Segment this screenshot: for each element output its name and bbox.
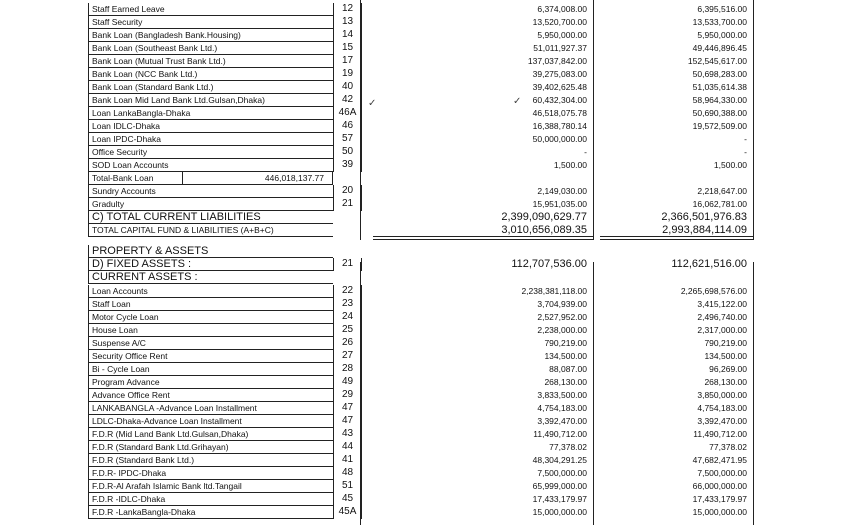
row-previous-value: 17,433,179.97: [692, 494, 747, 504]
row-previous-value: -: [744, 147, 747, 157]
row-previous-value: 152,545,617.00: [687, 56, 747, 66]
row-current-value: 60,432,304.00: [532, 95, 587, 105]
asset-row: [88, 311, 753, 324]
row-label: Bank Loan Mid Land Bank Ltd.Gulsan,Dhaka): [88, 94, 333, 107]
review-tick-mark: ✓: [513, 96, 522, 107]
asset-row: [88, 389, 753, 402]
row-note: 47: [333, 402, 362, 415]
row-current-value: 3,704,939.00: [537, 299, 587, 309]
row-note: 23: [333, 298, 362, 311]
row-current-value: 2,399,090,629.77: [501, 211, 587, 223]
asset-row: [88, 415, 753, 428]
fixed-assets-row: [88, 258, 753, 271]
row-label: LANKABANGLA -Advance Loan Installment: [88, 402, 333, 415]
row-current-value: 48,304,291.25: [532, 455, 587, 465]
row-previous-value: 2,366,501,976.83: [661, 211, 747, 223]
row-current-value: 6,374,008.00: [537, 4, 587, 14]
row-note: 47: [333, 415, 362, 428]
asset-row: [88, 376, 753, 389]
row-label: Staff Earned Leave: [88, 3, 333, 16]
row-current-value: 134,500.00: [544, 351, 587, 361]
row-previous-value: 6,395,516.00: [697, 4, 747, 14]
assets-heading-row: [88, 245, 753, 258]
row-note: 24: [333, 311, 362, 324]
row-current-value: 88,087.00: [549, 364, 587, 374]
row-current-value: 50,000,000.00: [532, 134, 587, 144]
row-label: Bank Loan (Bangladesh Bank.Housing): [88, 29, 333, 42]
liability-row: [88, 81, 753, 94]
row-label: F.D.R -IDLC-Dhaka: [88, 493, 333, 506]
row-previous-value: 50,698,283.00: [692, 69, 747, 79]
row-label: Loan IDLC-Dhaka: [88, 120, 333, 133]
asset-row: [88, 298, 753, 311]
column-rule: [360, 0, 361, 240]
row-label: Staff Security: [88, 16, 333, 29]
row-label: Bank Loan (Mutual Trust Bank Ltd.): [88, 55, 333, 68]
row-label: F.D.R (Standard Bank Ltd.Grihayan): [88, 441, 333, 454]
liability-row: [88, 133, 753, 146]
row-previous-value: 19,572,509.00: [692, 121, 747, 131]
row-label: Security Office Rent: [88, 350, 333, 363]
row-label: SOD Loan Accounts: [88, 159, 333, 172]
asset-row: [88, 493, 753, 506]
liability-row: [88, 159, 753, 172]
row-previous-value: 7,500,000.00: [697, 468, 747, 478]
row-note: 46: [333, 120, 362, 133]
row-note: 40: [333, 81, 362, 94]
asset-row: [88, 350, 753, 363]
row-label: Bank Loan (NCC Bank Ltd.): [88, 68, 333, 81]
row-previous-value: 15,000,000.00: [692, 507, 747, 517]
row-current-value: 13,520,700.00: [532, 17, 587, 27]
total-bank-loan-row: [88, 172, 753, 185]
row-previous-value: 11,490,712.00: [693, 429, 747, 439]
row-current-value: 11,490,712.00: [533, 429, 587, 439]
row-label: Loan Accounts: [88, 285, 333, 298]
liability-row: [88, 55, 753, 68]
row-note: 12: [333, 3, 362, 16]
row-label: F.D.R-Al Arafah Islamic Bank ltd.Tangail: [88, 480, 333, 493]
row-label: Loan IPDC-Dhaka: [88, 133, 333, 146]
row-note: 14: [333, 29, 362, 42]
row-note: 41: [333, 454, 362, 467]
asset-row: [88, 337, 753, 350]
row-label: F.D.R -LankaBangla-Dhaka: [88, 506, 333, 519]
row-previous-value: 5,950,000.00: [697, 30, 747, 40]
row-previous-value: 2,317,000.00: [697, 325, 747, 335]
row-current-value: 790,219.00: [544, 338, 587, 348]
row-label: F.D.R (Mid Land Bank Ltd.Gulsan,Dhaka): [88, 428, 333, 441]
current-assets-heading: CURRENT ASSETS :: [88, 271, 333, 284]
review-tick-mark: ✓: [368, 98, 377, 109]
row-current-value: 3,833,500.00: [537, 390, 587, 400]
column-rule: [753, 262, 754, 525]
row-previous-value: -: [744, 134, 747, 144]
row-current-value: 65,999,000.00: [532, 481, 587, 491]
row-current-value: 51,011,927.37: [533, 43, 587, 53]
row-note: 22: [333, 285, 362, 298]
liability-row: [88, 198, 753, 211]
asset-row: [88, 324, 753, 337]
row-previous-value: 2,218,647.00: [697, 186, 747, 196]
row-label: House Loan: [88, 324, 333, 337]
row-current-value: 3,392,470.00: [537, 416, 587, 426]
asset-row: [88, 480, 753, 493]
row-note: 29: [333, 389, 362, 402]
row-label: Suspense A/C: [88, 337, 333, 350]
row-label: Advance Office Rent: [88, 389, 333, 402]
row-current-value: 2,238,381,118.00: [521, 286, 587, 296]
liability-row: [88, 185, 753, 198]
row-current-value: 2,527,952.00: [537, 312, 587, 322]
total-bank-loan-value: 446,018,137.77: [183, 172, 333, 185]
asset-row: [88, 402, 753, 415]
row-current-value: 15,951,035.00: [532, 199, 587, 209]
row-previous-value: 77,378.02: [709, 442, 747, 452]
row-note: 44: [333, 441, 362, 454]
row-label: F.D.R (Standard Bank Ltd.): [88, 454, 333, 467]
row-label: Motor Cycle Loan: [88, 311, 333, 324]
liability-row: [88, 42, 753, 55]
row-previous-value: 49,446,896.45: [692, 43, 747, 53]
row-previous-value: 3,392,470.00: [697, 416, 747, 426]
row-previous-value: 268,130.00: [704, 377, 747, 387]
row-current-value: 17,433,179.97: [532, 494, 587, 504]
row-previous-value: 3,415,122.00: [697, 299, 747, 309]
row-previous-value: 4,754,183.00: [697, 403, 747, 413]
row-note: 48: [333, 467, 362, 480]
row-previous-value: 58,964,330.00: [692, 95, 747, 105]
row-label: Bank Loan (Standard Bank Ltd.): [88, 81, 333, 94]
row-label: LDLC-Dhaka-Advance Loan Installment: [88, 415, 333, 428]
row-note: 28: [333, 363, 362, 376]
row-note: 51: [333, 480, 362, 493]
column-rule: [593, 0, 594, 240]
row-note: 45: [333, 493, 362, 506]
row-current-value: 39,402,625.48: [532, 82, 587, 92]
liability-row: [88, 120, 753, 133]
row-previous-value: 2,496,740.00: [697, 312, 747, 322]
row-previous-value: 2,265,698,576.00: [680, 286, 747, 296]
liability-row: [88, 146, 753, 159]
asset-row: [88, 363, 753, 376]
row-previous-value: 96,269.00: [709, 364, 747, 374]
row-label: TOTAL CAPITAL FUND & LIABILITIES (A+B+C): [88, 224, 333, 237]
row-note: 21: [333, 198, 362, 211]
row-previous-value: 66,000,000.00: [692, 481, 747, 491]
asset-row: [88, 285, 753, 298]
row-current-value: 268,130.00: [544, 377, 587, 387]
row-current-value: 3,010,656,089.35: [501, 224, 587, 236]
row-label: Sundry Accounts: [88, 185, 333, 198]
row-note: 49: [333, 376, 362, 389]
row-current-value: 16,388,780.14: [532, 121, 587, 131]
row-label: Gradulty: [88, 198, 333, 211]
row-previous-value: 13,533,700.00: [692, 17, 747, 27]
row-label: F.D.R- IPDC-Dhaka: [88, 467, 333, 480]
current-assets-heading-row: [88, 271, 753, 284]
row-current-value: 39,275,083.00: [532, 69, 587, 79]
asset-row: [88, 506, 753, 519]
row-current-value: 2,238,000.00: [537, 325, 587, 335]
row-current-value: 46,518,075.78: [532, 108, 587, 118]
row-label: D) FIXED ASSETS :: [88, 258, 333, 271]
row-current-value: 137,037,842.00: [527, 56, 587, 66]
liability-row: [88, 107, 753, 120]
row-note: 21: [333, 258, 362, 271]
row-note: 13: [333, 16, 362, 29]
row-note: 20: [333, 185, 362, 198]
row-note: 45A: [333, 506, 362, 519]
total-underline: [600, 236, 753, 237]
row-note: 46A: [333, 107, 362, 120]
row-previous-value: 16,062,781.00: [692, 199, 747, 209]
row-current-value: 7,500,000.00: [537, 468, 587, 478]
row-label: Loan LankaBangla-Dhaka: [88, 107, 333, 120]
liability-row: [88, 68, 753, 81]
row-previous-value: 112,621,516.00: [671, 258, 747, 270]
row-current-value: 5,950,000.00: [537, 30, 587, 40]
row-note: 26: [333, 337, 362, 350]
row-previous-value: 47,682,471.95: [692, 455, 747, 465]
row-current-value: 77,378.02: [549, 442, 587, 452]
liability-row: [88, 29, 753, 42]
column-rule: [753, 0, 754, 240]
asset-row: [88, 428, 753, 441]
row-note: 17: [333, 55, 362, 68]
row-label: C) TOTAL CURRENT LIABILITIES: [88, 211, 333, 224]
row-note: 50: [333, 146, 362, 159]
row-note: 15: [333, 42, 362, 55]
total-current-liabilities-row: [88, 211, 753, 224]
row-current-value: 1,500.00: [553, 160, 587, 170]
assets-heading: PROPERTY & ASSETS: [88, 245, 333, 258]
total-underline: [373, 236, 593, 237]
row-previous-value: 3,850,000.00: [697, 390, 747, 400]
row-previous-value: 50,690,388.00: [692, 108, 747, 118]
row-label: Staff Loan: [88, 298, 333, 311]
column-rule: [360, 262, 361, 525]
row-note: 25: [333, 324, 362, 337]
row-label: Bank Loan (Southeast Bank Ltd.): [88, 42, 333, 55]
row-note: 42: [333, 94, 362, 107]
row-note: 27: [333, 350, 362, 363]
row-previous-value: 1,500.00: [713, 160, 747, 170]
row-previous-value: 134,500.00: [704, 351, 747, 361]
asset-row: [88, 441, 753, 454]
total-underline: [600, 239, 753, 240]
liability-row: [88, 16, 753, 29]
row-note: 57: [333, 133, 362, 146]
row-previous-value: 51,035,614.38: [692, 82, 747, 92]
liability-row: [88, 3, 753, 16]
liability-row: [88, 94, 753, 107]
row-previous-value: 790,219.00: [704, 338, 747, 348]
row-current-value: 2,149,030.00: [537, 186, 587, 196]
row-label: Bi - Cycle Loan: [88, 363, 333, 376]
asset-row: [88, 467, 753, 480]
row-note: 19: [333, 68, 362, 81]
row-note: 39: [333, 159, 362, 172]
total-underline: [373, 239, 593, 240]
row-label: Office Security: [88, 146, 333, 159]
row-current-value: 4,754,183.00: [537, 403, 587, 413]
row-current-value: -: [584, 147, 587, 157]
row-label: Program Advance: [88, 376, 333, 389]
column-rule: [593, 262, 594, 525]
row-current-value: 15,000,000.00: [532, 507, 587, 517]
row-note: 43: [333, 428, 362, 441]
asset-row: [88, 454, 753, 467]
row-previous-value: 2,993,884,114.09: [662, 224, 747, 236]
row-current-value: 112,707,536.00: [511, 258, 587, 270]
total-bank-loan-label: Total-Bank Loan: [88, 172, 183, 185]
